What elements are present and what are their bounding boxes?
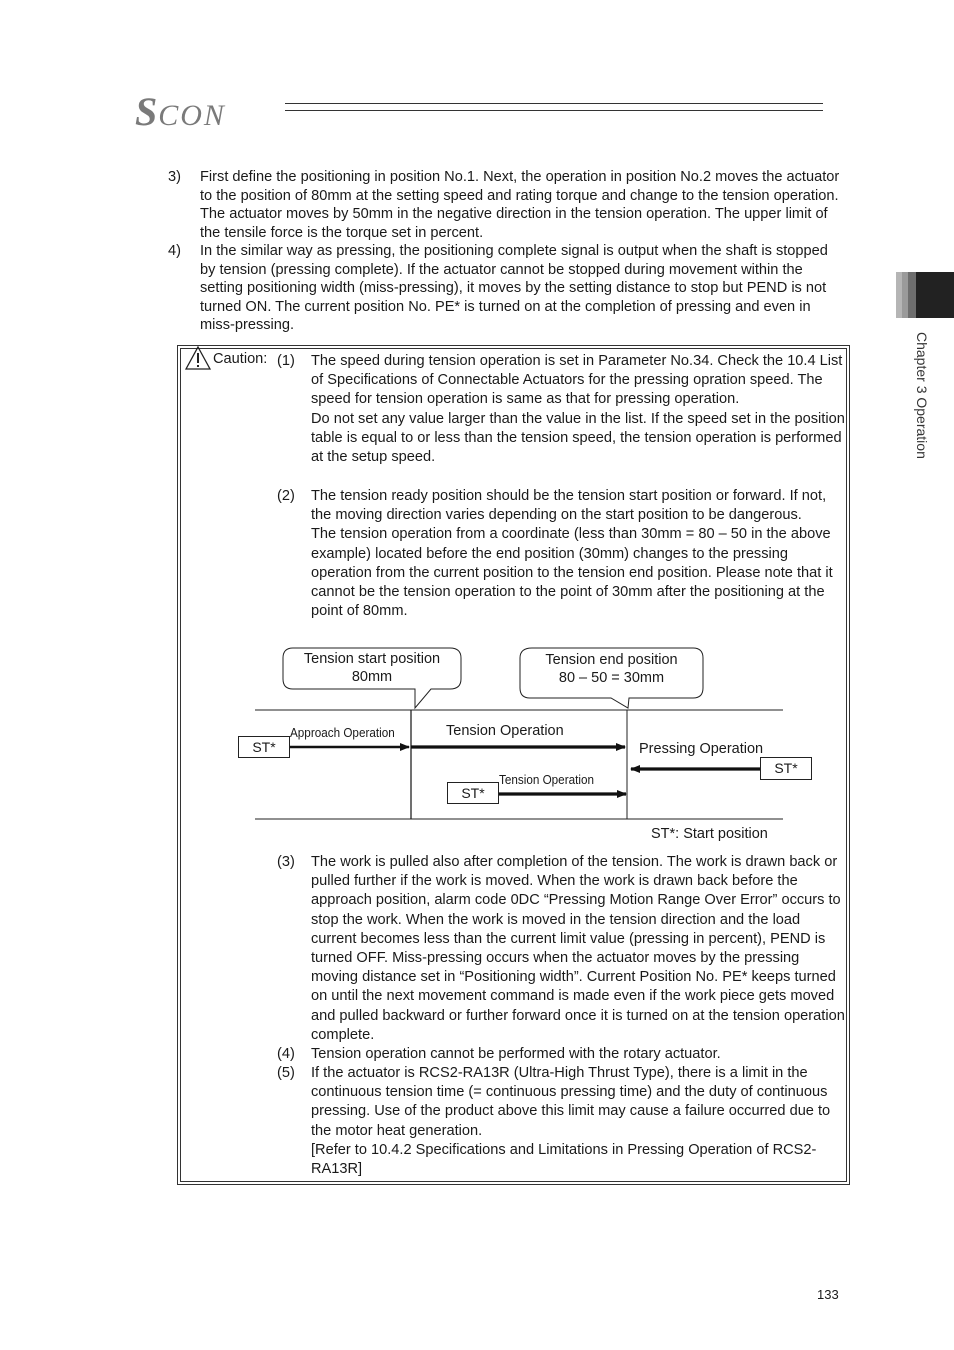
- caution-item-number: (5): [277, 1065, 295, 1081]
- chapter-tab-block: [916, 272, 954, 318]
- paragraph-text: In the similar way as pressing, the positioning complete signal is output when the shaft is stopped by tension (pressing complete). If the actuator cannot be stopped during movement within the setting positioning width (miss-pressing), it moves by the setting distance to stop but PEND is not turned ON. The current position No. PE* is turned on at the completion of pressing and even in miss-pressing.: [200, 243, 828, 334]
- paragraph-text: First define the positioning in position No.1. Next, the operation in position No.2 moves the actuator to the position of 80mm at the setting speed and rating torque and change to the tension operation. The actuator moves by 50mm in the negative direction in the tension operation. The upper limit of the tensile force is the torque set in percent.: [200, 169, 840, 241]
- caution-item-number: (1): [277, 353, 295, 369]
- logo-s: S: [135, 89, 159, 134]
- logo-con: CON: [158, 99, 226, 132]
- scon-logo: [135, 88, 226, 135]
- paragraph-number: 3): [168, 169, 181, 185]
- warning-triangle-icon: [185, 346, 211, 370]
- chapter-tab-stripe-3: [908, 272, 916, 318]
- caution-item-text: Tension operation cannot be performed with the rotary actuator.: [311, 1046, 721, 1062]
- approach-operation-label: Approach Operation: [290, 725, 395, 740]
- diagram-legend: ST*: Start position: [651, 826, 768, 842]
- caution-item-text: The speed during tension operation is set in Parameter No.34. Check the 10.4 List of Specifications of Connectable Actuators for the pressing opration speed. The speed for tension operation is same as that for pressing operation. Do not set any value larger than the value in the list. If the speed set in the position table is equal to or less than the tension speed, the tension operation is performed at the setup speed.: [311, 353, 845, 466]
- caution-item-number: (4): [277, 1046, 295, 1062]
- paragraph-number: 4): [168, 243, 181, 259]
- caution-item-text: The tension ready position should be the tension start position or forward. If not, the moving direction varies depending on the start position to be dangerous. The tension operation from a coordinate (less than 30mm = 80 – 50 in the above example) located before the end position (30mm) changes to the pressing operation from the current position to the tension end position. Please note that it cannot be the tension operation to the point of 30mm after the positioning at the point of 80mm.: [311, 488, 833, 620]
- caution-label: Caution:: [213, 351, 268, 367]
- pressing-operation-label: Pressing Operation: [639, 741, 764, 757]
- chapter-label: Chapter 3 Operation: [914, 332, 930, 459]
- tension-operation-small-label: Tension Operation: [499, 772, 594, 787]
- tension-operation-label: Tension Operation: [446, 723, 564, 739]
- st-box-approach: ST*: [238, 736, 290, 758]
- st-box-tension: ST*: [447, 782, 499, 804]
- caution-item-number: (3): [277, 854, 295, 870]
- caution-item-text: If the actuator is RCS2-RA13R (Ultra-High Thrust Type), there is a limit in the continuous tension time (= continuous pressing time) and the duty of continuous pressing. Use of the product above this limit may cause a failure occurred due to the motor heat generation. [Refer to 10.4.2 Specifications and Limitations in Pressing Operation of RCS2-RA13R]: [311, 1065, 831, 1178]
- st-box-pressing: ST*: [760, 757, 812, 780]
- header-rule-top: [285, 103, 823, 104]
- callout-tension-start: Tension start position 80mm: [303, 651, 441, 685]
- header-rule-bottom: [285, 110, 823, 111]
- callout-tension-end: Tension end position 80 – 50 = 30mm: [545, 652, 678, 686]
- page-number: 133: [817, 1287, 839, 1302]
- caution-heading: [185, 350, 267, 370]
- caution-item-text: The work is pulled also after completion of the tension. The work is drawn back or pulled further if the work is moved. When the work is drawn back before the approach position, alarm code 0DC “Pressing Motion Range Over Error” occurs to stop the work. When the work is moved in the tension direction and the load current becomes less than the current limit value (pressing in percent), PEND is turned OFF. Miss-pressing occurs when the actuator moves by the pressing moving distance set in “Positioning width”. Current Position No. PE* keeps turned on until the next movement command is made even if the work piece gets moved and pulled backward or further forward once it is turned on at the tension operation complete.: [311, 854, 845, 1043]
- caution-item-number: (2): [277, 488, 295, 504]
